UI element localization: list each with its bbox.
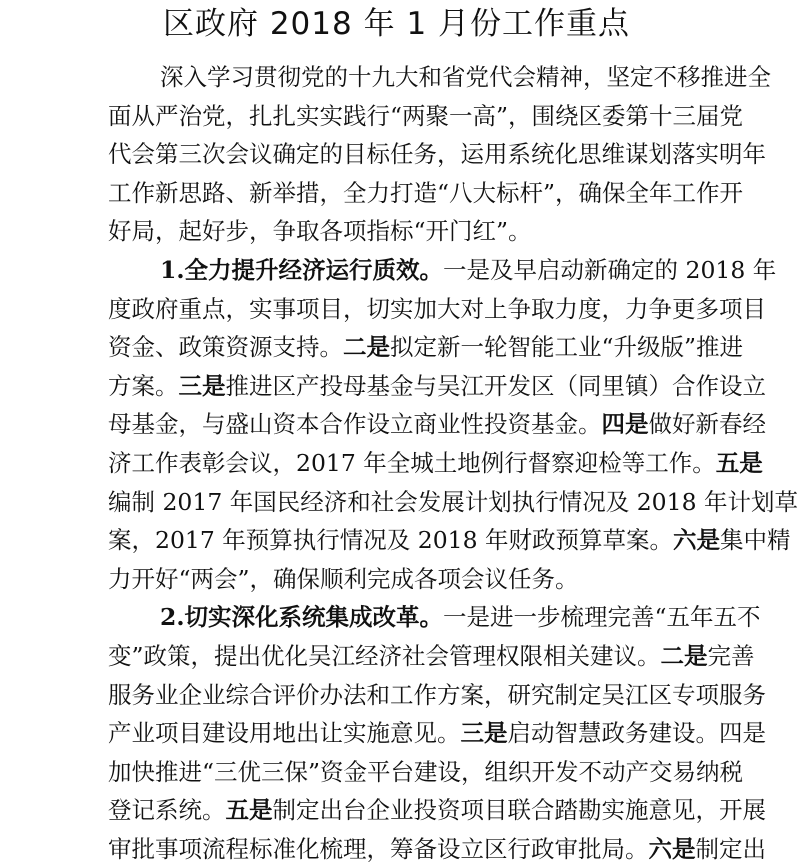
section2-line — [108, 641, 755, 671]
section2-text: 审批事项流程标准化梳理，筹备设立区行政审批局。 — [108, 835, 649, 863]
section1-text: 一是及早启动新确定的 2018 年 — [443, 256, 777, 284]
section1-line — [108, 525, 791, 555]
section2-marker: 三是 — [460, 719, 508, 747]
section1-text: 集中精 — [720, 526, 791, 554]
section1-line — [108, 294, 766, 324]
section2-text: 一是进一步梳理完善“五年五不 — [443, 603, 761, 631]
section2-marker: 六是 — [648, 835, 696, 863]
section1-marker: 五是 — [715, 449, 763, 477]
section2-text: 加快推进“三优三保”资金平台建设，组织开发不动产交易纳税 — [108, 758, 744, 786]
section1-text: 案，2017 年预算执行情况及 2018 年财政预算草案。 — [108, 526, 674, 554]
section2-line — [108, 680, 766, 710]
section2-text: 制定出 — [695, 835, 766, 863]
section1-text: 力开好“两会”，确保顺利完成各项会议任务。 — [108, 565, 579, 593]
section1-text: 资金、政策资源支持。 — [108, 333, 343, 361]
section2-text: 制定出台企业投资项目联合踏勘实施意见，开展 — [272, 796, 766, 824]
section1-text: 方案。 — [108, 372, 179, 400]
section2-heading: 2.切实深化系统集成改革。 — [160, 603, 444, 631]
section2-line — [160, 602, 761, 632]
intro-line: 深入学习贯彻党的十九大和省党代会精神，坚定不移推进全 — [160, 63, 771, 91]
document-title: 区政府 2018 年 1 月份工作重点 — [162, 6, 631, 42]
section1-marker: 三是 — [178, 372, 226, 400]
section1-text: 拟定新一轮智能工业“升级版”推进 — [390, 333, 744, 361]
section1-text: 推进区产投母基金与吴江开发区（同里镇）合作设立 — [225, 372, 766, 400]
section1-marker: 四是 — [601, 410, 649, 438]
section1-heading: 1.全力提升经济运行质效。 — [160, 256, 444, 284]
section2-text: 服务业企业综合评价办法和工作方案，研究制定吴江区专项服务 — [108, 681, 766, 709]
intro-line: 好局，起好步，争取各项指标“开门红”。 — [108, 217, 532, 245]
section2-line — [108, 718, 766, 748]
section2-line — [108, 795, 766, 825]
section2-text: 完善 — [707, 642, 755, 670]
section1-text: 编制 2017 年国民经济和社会发展计划执行情况及 2018 年计划草 — [108, 488, 798, 516]
section1-line — [108, 448, 763, 478]
section2-text: 产业项目建设用地出让实施意见。 — [108, 719, 461, 747]
section2-text: 启动智慧政务建设。四是 — [507, 719, 766, 747]
intro-line: 面从严治党，扎扎实实践行“两聚一高”，围绕区委第十三届党 — [108, 102, 744, 130]
intro-line: 代会第三次会议确定的目标任务，运用系统化思维谋划落实明年 — [108, 140, 766, 168]
section1-line — [160, 255, 777, 285]
section1-text: 济工作表彰会议，2017 年全城土地例行督察迎检等工作。 — [108, 449, 716, 477]
intro-line: 工作新思路、新举措，全力打造“八大标杆”，确保全年工作开 — [108, 179, 744, 207]
section1-line — [108, 564, 740, 594]
section2-marker: 五是 — [225, 796, 273, 824]
section2-text: 变”政策，提出优化吴江经济社会管理权限相关建议。 — [108, 642, 661, 670]
section1-text: 做好新春经 — [648, 410, 766, 438]
section1-marker: 六是 — [673, 526, 721, 554]
section1-line — [108, 332, 744, 362]
section2-marker: 二是 — [660, 642, 708, 670]
section1-marker: 二是 — [343, 333, 390, 361]
section1-line — [108, 487, 798, 517]
section2-line — [108, 834, 766, 864]
section2-line — [108, 757, 744, 787]
section1-line — [108, 371, 766, 401]
section2-text: 登记系统。 — [108, 796, 226, 824]
section1-line — [108, 409, 766, 439]
section1-text: 度政府重点，实事项目，切实加大对上争取力度，力争更多项目 — [108, 295, 766, 323]
section1-text: 母基金，与盛山资本合作设立商业性投资基金。 — [108, 410, 602, 438]
